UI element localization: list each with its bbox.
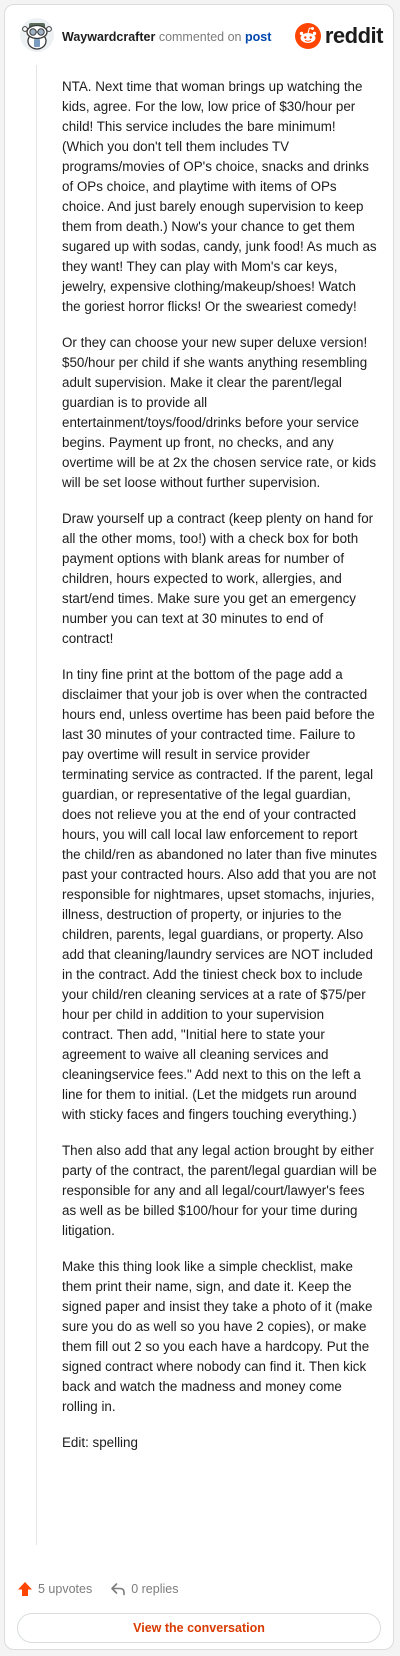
comment-paragraph: Edit: spelling [62, 1435, 138, 1450]
reply-count: 0 replies [131, 1582, 179, 1596]
comment-card [4, 4, 394, 1650]
brand-name: reddit [324, 23, 383, 48]
comment-paragraph: Then also add that any legal action brought by either party of the contract, the parent/legal guardian will be responsible for any and all legal/court/lawyer's fees as well as be billed $100/hour for your time during litigation. [62, 1143, 377, 1238]
upvote-count: 5 upvotes [38, 1582, 93, 1596]
comment-paragraph: Draw yourself up a contract (keep plenty on hand for all the other moms, too!) with a check box for both payment options with blank areas for number of children, hours expected to work, allergies, and start/end times. Make sure you get an emergency number you can text at 30 minutes to end of contract! [62, 511, 374, 646]
comment-body [62, 77, 378, 1469]
snoo-avatar-icon[interactable] [19, 17, 55, 53]
comment-paragraph: In tiny fine print at the bottom of the page add a disclaimer that your job is over when the contracted hours end, unless overtime has been paid before the last 30 minutes of your contracted time. Failure to pay overtime will result in service provider terminating service as contracted. If the parent, legal guardian, or representative of the legal guardian, does not relieve you at the end of your contracted hours, you will call local law enforcement to report the child/ren as abandoned no later than five minutes past your contracted hours. Also add that you are not responsible for nightmares, upset stomachs, injuries, illness, destruction of property, or injuries to the children, parents, legal guardians, or property. Also add that cleaning/laundry services are NOT included in the contract. Add the tiniest check box to include your child/ren cleaning services at a rate of $75/per hour per child in addition to your supervision contract. Then add, "Initial here to state your agreement to waive all cleaning services and cleaningservice fees." Add next to this on the left a line for them to initial. (Let the midgets run around with sticky faces and fingers touching everything.) [62, 667, 377, 1122]
reply-arrow-icon[interactable] [110, 1581, 126, 1597]
post-link[interactable]: post [244, 30, 272, 44]
action-text: commented on [158, 30, 242, 44]
thread-line [36, 65, 37, 1545]
username-link[interactable]: Waywardcrafter [62, 30, 156, 44]
comment-paragraph: Make this thing look like a simple checklist, make them print their name, sign, and date it. Keep the signed paper and insist they take a photo of it (make sure you do as well so you have 2 copies), or make them fill out 2 so you each have a hardcopy. Put the signed contract where nobody can find it. Then kick back and watch the madness and money come rolling in. [62, 1259, 373, 1414]
comment-header [5, 5, 393, 65]
reddit-logo-icon [295, 23, 321, 49]
comment-paragraph: Or they can choose your new super deluxe version! $50/hour per child if she wants anything resembling adult supervision. Make it clear the parent/legal guardian is to provide all entertainment/toys/food/drinks before your service begins. Payment up front, no checks, and any overtime will be at 2x the chosen service rate, or kids will be set loose without further supervision. [62, 335, 377, 490]
upvote-arrow-icon[interactable] [17, 1581, 33, 1597]
comment-meta [62, 30, 271, 44]
view-conversation-button[interactable]: View the conversation [17, 1613, 381, 1643]
comment-paragraph: NTA. Next time that woman brings up watching the kids, agree. For the low, low price of $30/hour per child! This service includes the bare minimum! (Which you don't tell them includes TV programs/movies of OP's choice, snacks and drinks of OPs choice, and playtime with items of OPs choice. And just barely enough supervision to keep them from death.) Now's your chance to get them sugared up with sodas, candy, junk food! As much as they want! They can play with Mom's car keys, jewelry, expensive clothing/makeup/shoes! Watch the goriest horror flicks! Or the sweariest comedy! [62, 79, 377, 314]
reddit-brand[interactable] [295, 22, 383, 50]
comment-footer [17, 1577, 178, 1601]
